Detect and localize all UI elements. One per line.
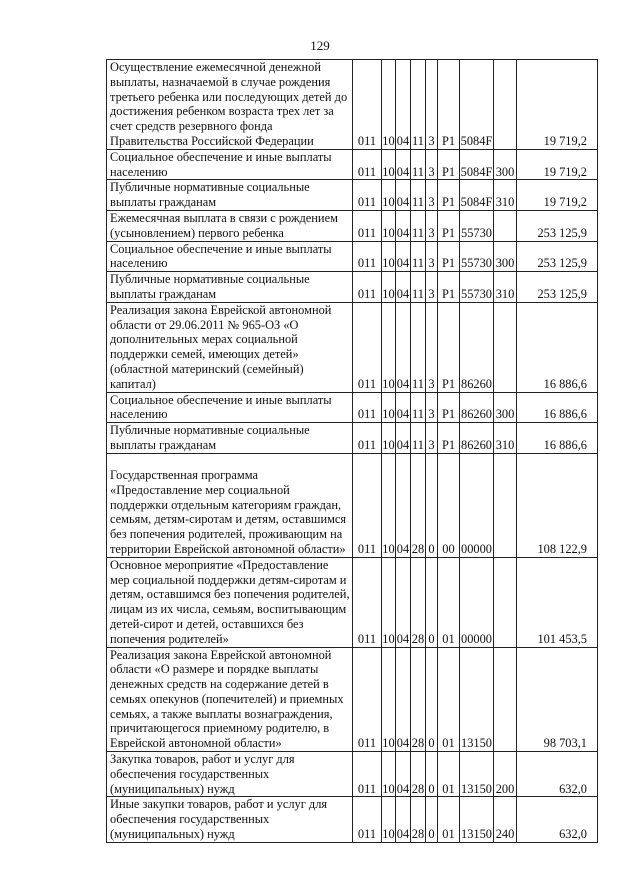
code-pr: 04 <box>396 392 411 423</box>
code-subprogram: 0 <box>426 797 438 842</box>
code-direction: 13150 <box>460 647 494 752</box>
code-program: 11 <box>411 60 426 150</box>
code-pr: 04 <box>396 797 411 842</box>
code-direction: 00000 <box>460 453 494 557</box>
code-rz: 10 <box>382 797 396 842</box>
code-event: Р1 <box>438 180 460 211</box>
code-subprogram: 3 <box>426 302 438 392</box>
table-row <box>107 210 598 241</box>
code-subprogram: 3 <box>426 423 438 454</box>
code-ved: 011 <box>353 272 382 303</box>
code-program: 28 <box>411 647 426 752</box>
budget-table <box>106 59 598 843</box>
code-expense-type: 310 <box>494 180 517 211</box>
amount: 19 719,2 <box>517 149 598 180</box>
code-rz: 10 <box>382 423 396 454</box>
code-expense-type: 300 <box>494 149 517 180</box>
code-subprogram: 0 <box>426 752 438 797</box>
item-name: Реализация закона Еврейской автономной области «О размере и порядке выплаты денежных средств на содержание детей в семьях опекунов (попечителей) и приемных семьях, а также выплаты вознаграждения, причитающегося приемному родителю, в Еврейской автономной области» <box>107 647 353 752</box>
amount: 16 886,6 <box>517 423 598 454</box>
code-program: 11 <box>411 180 426 211</box>
code-direction: 55730 <box>460 210 494 241</box>
code-rz: 10 <box>382 752 396 797</box>
code-pr: 04 <box>396 241 411 272</box>
amount: 19 719,2 <box>517 60 598 150</box>
code-direction: 13150 <box>460 797 494 842</box>
code-program: 11 <box>411 210 426 241</box>
code-expense-type: 240 <box>494 797 517 842</box>
code-pr: 04 <box>396 302 411 392</box>
item-name: Осуществление ежемесячной денежной выплаты, назначаемой в случае рождения третьего ребенка или последующих детей до достижения ребенком возраста трех лет за счет средств резервного фонда Правительства Российской Федерации <box>107 60 353 150</box>
code-subprogram: 3 <box>426 149 438 180</box>
code-direction: 55730 <box>460 241 494 272</box>
amount: 253 125,9 <box>517 272 598 303</box>
amount: 108 122,9 <box>517 453 598 557</box>
code-rz: 10 <box>382 392 396 423</box>
code-expense-type: 310 <box>494 272 517 303</box>
code-pr: 04 <box>396 647 411 752</box>
code-direction: 00000 <box>460 557 494 647</box>
code-event: Р1 <box>438 302 460 392</box>
code-event: 00 <box>438 453 460 557</box>
code-subprogram: 0 <box>426 557 438 647</box>
code-rz: 10 <box>382 149 396 180</box>
code-rz: 10 <box>382 302 396 392</box>
code-subprogram: 3 <box>426 241 438 272</box>
code-program: 28 <box>411 453 426 557</box>
code-subprogram: 0 <box>426 647 438 752</box>
table-body <box>107 60 598 843</box>
code-subprogram: 3 <box>426 60 438 150</box>
code-event: 01 <box>438 752 460 797</box>
code-pr: 04 <box>396 210 411 241</box>
code-rz: 10 <box>382 647 396 752</box>
table-row <box>107 752 598 797</box>
code-event: Р1 <box>438 392 460 423</box>
amount: 16 886,6 <box>517 392 598 423</box>
code-rz: 10 <box>382 60 396 150</box>
code-event: Р1 <box>438 60 460 150</box>
code-expense-type <box>494 557 517 647</box>
code-expense-type: 310 <box>494 423 517 454</box>
table-row <box>107 302 598 392</box>
code-pr: 04 <box>396 272 411 303</box>
code-rz: 10 <box>382 453 396 557</box>
code-event: 01 <box>438 797 460 842</box>
code-ved: 011 <box>353 241 382 272</box>
code-ved: 011 <box>353 180 382 211</box>
item-name: Социальное обеспечение и иные выплаты населению <box>107 241 353 272</box>
item-name: Государственная программа «Предоставление мер социальной поддержки отдельным категориям граждан, семьям, детям-сиротам и детям, оставшимся без попечения родителей, проживающим на территории Еврейской автономной области» <box>107 453 353 557</box>
code-ved: 011 <box>353 210 382 241</box>
code-ved: 011 <box>353 647 382 752</box>
code-program: 11 <box>411 392 426 423</box>
code-direction: 55730 <box>460 272 494 303</box>
amount: 101 453,5 <box>517 557 598 647</box>
code-event: Р1 <box>438 423 460 454</box>
code-program: 28 <box>411 752 426 797</box>
code-event: Р1 <box>438 241 460 272</box>
code-program: 28 <box>411 797 426 842</box>
code-expense-type <box>494 60 517 150</box>
table-row <box>107 272 598 303</box>
code-event: Р1 <box>438 210 460 241</box>
code-direction: 5084F <box>460 180 494 211</box>
code-event: Р1 <box>438 272 460 303</box>
code-subprogram: 3 <box>426 210 438 241</box>
code-program: 11 <box>411 272 426 303</box>
table-row <box>107 180 598 211</box>
amount: 632,0 <box>517 797 598 842</box>
code-direction: 13150 <box>460 752 494 797</box>
item-name: Социальное обеспечение и иные выплаты населению <box>107 149 353 180</box>
item-name: Социальное обеспечение и иные выплаты населению <box>107 392 353 423</box>
item-name: Публичные нормативные социальные выплаты гражданам <box>107 272 353 303</box>
item-name: Основное мероприятие «Предоставление мер социальной поддержки детям-сиротам и детям, оставшимся без попечения родителей, лицам из их числа, семьям, воспитывающим детей-сирот и детей, оставшихся без попечения родителей» <box>107 557 353 647</box>
code-pr: 04 <box>396 60 411 150</box>
item-name: Реализация закона Еврейской автономной области от 29.06.2011 № 965-ОЗ «О дополнительных мерах социальной поддержки семей, имеющих детей» (областной материнский (семейный) капитал) <box>107 302 353 392</box>
code-ved: 011 <box>353 302 382 392</box>
code-rz: 10 <box>382 557 396 647</box>
code-program: 28 <box>411 557 426 647</box>
item-name: Публичные нормативные социальные выплаты гражданам <box>107 180 353 211</box>
code-ved: 011 <box>353 60 382 150</box>
code-expense-type: 300 <box>494 392 517 423</box>
code-expense-type <box>494 302 517 392</box>
code-pr: 04 <box>396 423 411 454</box>
code-rz: 10 <box>382 210 396 241</box>
table-row <box>107 60 598 150</box>
table-row <box>107 423 598 454</box>
code-ved: 011 <box>353 423 382 454</box>
table-row <box>107 149 598 180</box>
code-pr: 04 <box>396 180 411 211</box>
table-row <box>107 241 598 272</box>
amount: 19 719,2 <box>517 180 598 211</box>
code-subprogram: 0 <box>426 453 438 557</box>
code-expense-type: 200 <box>494 752 517 797</box>
code-ved: 011 <box>353 453 382 557</box>
page-number: 129 <box>310 38 330 53</box>
code-direction: 5084F <box>460 149 494 180</box>
code-event: 01 <box>438 647 460 752</box>
code-expense-type <box>494 647 517 752</box>
code-expense-type <box>494 210 517 241</box>
code-ved: 011 <box>353 149 382 180</box>
code-subprogram: 3 <box>426 392 438 423</box>
amount: 632,0 <box>517 752 598 797</box>
code-direction: 86260 <box>460 302 494 392</box>
item-name: Иные закупки товаров, работ и услуг для обеспечения государственных (муниципальных) нужд <box>107 797 353 842</box>
code-program: 11 <box>411 302 426 392</box>
code-pr: 04 <box>396 752 411 797</box>
code-rz: 10 <box>382 241 396 272</box>
code-rz: 10 <box>382 272 396 303</box>
code-pr: 04 <box>396 149 411 180</box>
table-row <box>107 647 598 752</box>
code-event: 01 <box>438 557 460 647</box>
table-row <box>107 453 598 557</box>
amount: 16 886,6 <box>517 302 598 392</box>
amount: 253 125,9 <box>517 241 598 272</box>
code-ved: 011 <box>353 797 382 842</box>
code-direction: 86260 <box>460 423 494 454</box>
code-program: 11 <box>411 423 426 454</box>
code-direction: 5084F <box>460 60 494 150</box>
code-ved: 011 <box>353 392 382 423</box>
code-direction: 86260 <box>460 392 494 423</box>
code-program: 11 <box>411 149 426 180</box>
code-pr: 04 <box>396 557 411 647</box>
table-row <box>107 557 598 647</box>
code-event: Р1 <box>438 149 460 180</box>
amount: 253 125,9 <box>517 210 598 241</box>
code-subprogram: 3 <box>426 272 438 303</box>
code-subprogram: 3 <box>426 180 438 211</box>
amount: 98 703,1 <box>517 647 598 752</box>
item-name: Ежемесячная выплата в связи с рождением (усыновлением) первого ребенка <box>107 210 353 241</box>
code-program: 11 <box>411 241 426 272</box>
code-ved: 011 <box>353 752 382 797</box>
table-row <box>107 797 598 842</box>
code-expense-type: 300 <box>494 241 517 272</box>
code-rz: 10 <box>382 180 396 211</box>
item-name: Публичные нормативные социальные выплаты гражданам <box>107 423 353 454</box>
item-name: Закупка товаров, работ и услуг для обеспечения государственных (муниципальных) нужд <box>107 752 353 797</box>
code-expense-type <box>494 453 517 557</box>
code-ved: 011 <box>353 557 382 647</box>
table-row <box>107 392 598 423</box>
code-pr: 04 <box>396 453 411 557</box>
